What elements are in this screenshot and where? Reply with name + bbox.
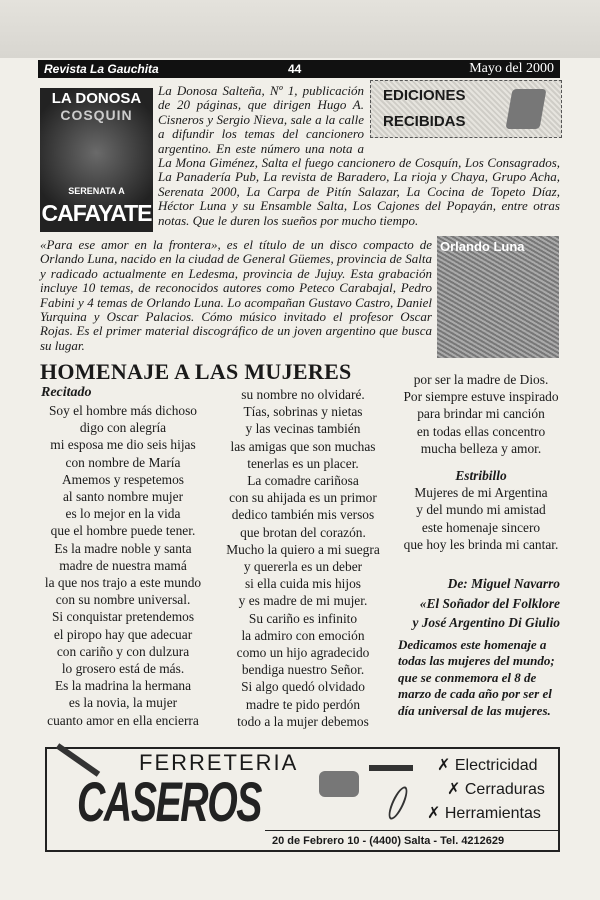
- verse-line: que brotan del corazón.: [240, 524, 366, 540]
- verse-line: y quererla es un deber: [243, 559, 363, 575]
- page-top-edge: [0, 0, 600, 58]
- review-orlando-luna: «Para ese amor en la frontera», es el título de un disco compacto de Orlando Luna, nacido en la ciudad de General Güemes, provincia de Salta y radicado actualmente en Ledesma, provincia de Jujuy. Esta grabación incluye 10 temas, de reconocidos autores como Peteco Carabajal, Pedro Fabini y 4 temas de Orlando Luna. Lo acompañan Gustavo Castro, Daniel Yurquina y Oscar Palacios. Cómo músico invitado el profesor Oscar Rojas. Es el primer material discográfico de un joven argentino que busca su lugar.: [40, 237, 432, 353]
- ad-item-cerraduras: ✗ Cerraduras: [447, 781, 545, 798]
- poem-column-1: [38, 402, 208, 729]
- verse-line: Soy el hombre más dichoso: [48, 403, 198, 418]
- review-donosa: La Donosa Salteña, Nº 1, publicación de 20 páginas, que dirigen Hugo A. Cisneros y Sergio Nieva, sale a la calle a difundir los temas del cancionero argentino. En este número una nota a La Mona Giménez, Salta el fuego cancionero de Cosquín, Los Consagrados, La Panadería Pub, La revista de Baradero, La rioja y Chaya, Grupo Acha, Serenata 2000, La Carpa de Pitín Salazar, La Cocina de Topeto Díaz, Héctor Luna y su Ensamble Salta, Los Cajones del Popayán, entre otras notas. Que le duren los sueños por mucho tiempo.: [158, 83, 560, 228]
- page-header: [38, 60, 560, 78]
- verse-line: por ser la madre de Dios.: [413, 372, 549, 387]
- estribillo-verses: [396, 484, 566, 553]
- page-number: 44: [288, 62, 302, 76]
- verse-line: mucha belleza y amor.: [420, 440, 542, 456]
- verse-line: es la novia, la mujer: [68, 695, 178, 711]
- verse-line: Si conquistar pretendemos: [51, 609, 195, 625]
- magazine-cover-image: [40, 88, 153, 232]
- verse-line: tenerlas es un placer.: [247, 455, 359, 471]
- verse-line: dedico también mis versos: [231, 507, 375, 523]
- verse-line: «El Soñador del Folklore: [419, 595, 560, 611]
- drill-icon: [319, 771, 359, 797]
- verse-line: bendiga nuestro Señor.: [241, 662, 365, 678]
- verse-line: el piropo hay que adecuar: [53, 626, 193, 642]
- verse-line: al santo nombre mujer: [62, 489, 184, 505]
- verse-line: Su cariño es infinito: [248, 610, 358, 626]
- verse-line: madre te pido perdón: [245, 696, 361, 712]
- verse-line: que el hombre puede tener.: [50, 523, 196, 539]
- ad-item-herramientas: ✗ Herramientas: [427, 805, 541, 822]
- verse-line: si ella cuida mis hijos: [244, 576, 362, 592]
- ad-divider: [265, 830, 560, 831]
- verse-line: y José Argentino Di Giulio: [412, 615, 560, 630]
- poem-authors: [398, 574, 560, 633]
- cover-caption: SERENATA A: [68, 186, 125, 196]
- box-line-1: EDICIONES: [383, 87, 466, 104]
- verse-line: con su ahijada es un primor: [229, 490, 377, 506]
- verse-line: para brindar mi canción: [417, 406, 545, 422]
- cover-headline: CAFAYATE: [41, 200, 152, 226]
- verse-line: digo con alegría: [79, 420, 167, 436]
- ad-item-text: Herramientas: [444, 805, 541, 822]
- stamp-icon: [505, 89, 546, 129]
- verse-line: la que nos trajo a este mundo: [44, 575, 202, 591]
- cover-subtitle: COSQUIN: [60, 107, 133, 123]
- estribillo-label: Estribillo: [455, 468, 507, 484]
- verse-line: Mucho la quiero a mi suegra: [226, 541, 380, 557]
- ad-brand: CASEROS: [77, 770, 262, 833]
- verse-line: y del mundo mi amistad: [416, 502, 546, 518]
- screwdriver-icon-2: [369, 765, 413, 771]
- ad-item-text: Electricidad: [454, 757, 538, 774]
- verse-line: Es la madre noble y santa: [54, 540, 192, 556]
- magazine-name: Revista La Gauchita: [44, 62, 159, 76]
- issue-date: Mayo del 2000: [469, 61, 554, 76]
- ad-label: FERRETERIA: [139, 750, 299, 775]
- verse-line: todo a la mujer debemos: [237, 713, 369, 729]
- verse-line: como un hijo agradecido: [236, 645, 370, 661]
- verse-line: Mujeres de mi Argentina: [414, 485, 548, 501]
- verse-line: es lo mejor en la vida: [65, 506, 181, 522]
- verse-line: mi esposa me dio seis hijas: [50, 437, 196, 453]
- cover-title: LA DONOSA: [51, 90, 142, 107]
- poem-column-3-verses: [396, 371, 566, 457]
- photo-caption: Orlando Luna: [440, 239, 525, 254]
- poem-column-3: [396, 371, 566, 553]
- poem-title: HOMENAJE A LAS MUJERES: [40, 359, 352, 384]
- poem-column-2: [222, 386, 384, 730]
- recitado-label: Recitado: [41, 385, 92, 400]
- verse-line: lo grosero está de más.: [61, 661, 185, 677]
- verse-line: y las vecinas también: [245, 421, 361, 437]
- ad-item-text: Cerraduras: [464, 781, 545, 798]
- ediciones-recibidas-box: [370, 80, 562, 138]
- verse-line: cuanto amor en ella encierra: [47, 712, 199, 728]
- verse-line: madre de nuestra mamá: [59, 557, 187, 573]
- verse-line: y es madre de mi mujer.: [238, 593, 368, 609]
- verse-line: con nombre de María: [65, 454, 181, 470]
- review-donosa-container: [158, 84, 560, 228]
- verse-line: La comadre cariñosa: [247, 473, 359, 489]
- verse-line: De: Miguel Navarro: [447, 576, 560, 591]
- verse-line: su nombre no olvidaré.: [241, 387, 365, 402]
- verse-line: las amigas que son muchas: [230, 438, 376, 454]
- pliers-icon: [385, 784, 411, 822]
- orlando-luna-photo: [437, 236, 559, 358]
- verse-line: Amemos y respetemos: [62, 471, 184, 487]
- ad-item-electricidad: ✗ Electricidad: [437, 757, 538, 774]
- verse-line: con cariño y con dulzura: [56, 643, 190, 659]
- ferreteria-advertisement: [45, 747, 560, 852]
- verse-line: Tías, sobrinas y nietas: [243, 404, 363, 420]
- verse-line: en todas ellas concentro: [416, 423, 546, 439]
- verse-line: con su nombre universal.: [55, 592, 191, 608]
- box-line-2: RECIBIDAS: [383, 113, 466, 130]
- verse-line: este homenaje sincero: [421, 519, 541, 535]
- verse-line: la admiro con emoción: [241, 627, 365, 643]
- verse-line: que hoy les brinda mi cantar.: [403, 536, 559, 552]
- verse-line: Si algo quedó olvidado: [241, 679, 365, 695]
- dedication: Dedicamos este homenaje a todas las mujeres del mundo; que se conmemora el 8 de marzo de cada año por ser el día universal de las mujeres.: [398, 637, 555, 718]
- verse-line: Por siempre estuve inspirado: [403, 389, 559, 405]
- verse-line: Es la madrina la hermana: [54, 678, 192, 694]
- ad-address: 20 de Febrero 10 - (4400) Salta - Tel. 4212629: [272, 835, 505, 847]
